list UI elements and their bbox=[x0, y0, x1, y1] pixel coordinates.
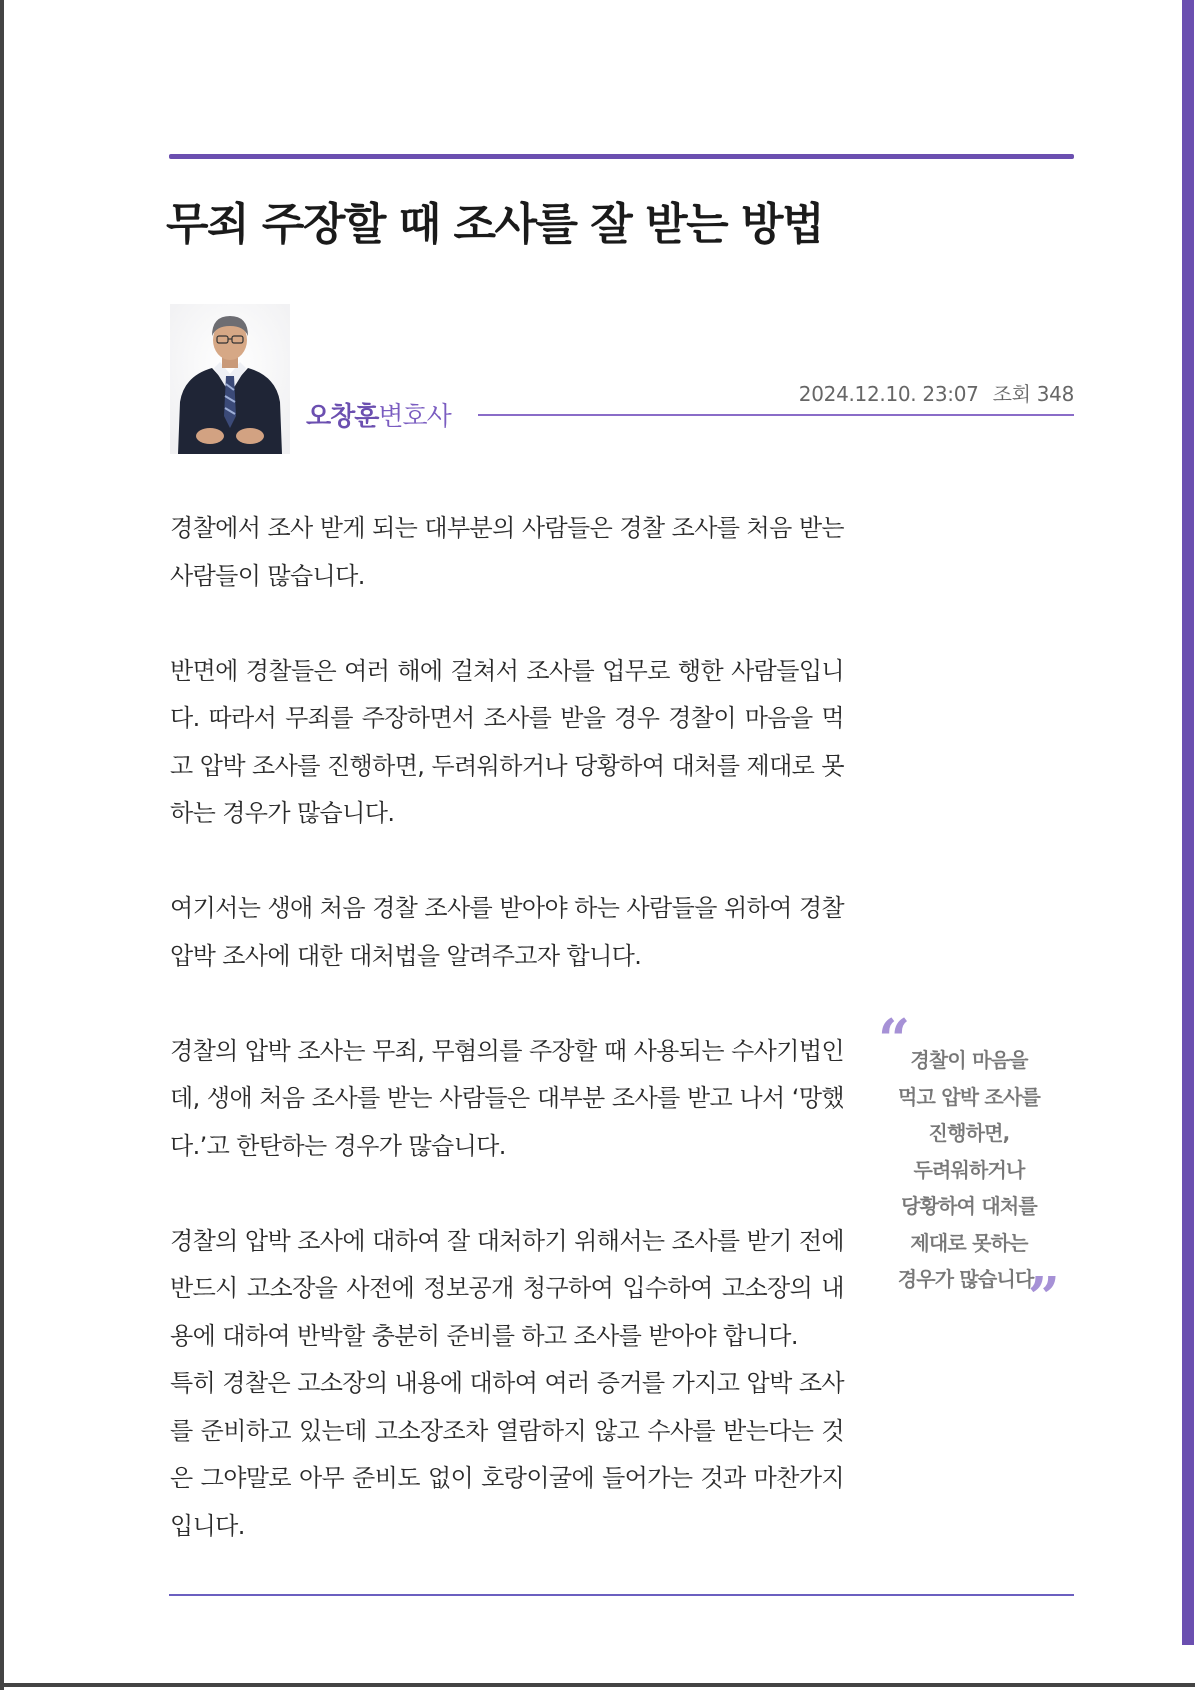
body-paragraph: 경찰의 압박 조사에 대하여 잘 대처하기 위해서는 조사를 받기 전에 반드시 고소장을 사전에 정보공개 청구하여 입수하여 고소장의 내용에 대하여 반박할 충분히 준비를 하고 조사를 받아야 합니다. bbox=[170, 1226, 844, 1350]
article-body bbox=[170, 505, 844, 1550]
post-date: 2024.12.10. 23:07 bbox=[798, 382, 979, 406]
pull-quote-line: 진행하면, bbox=[928, 1121, 1010, 1145]
pull-quote-line: 경우가 많습니다. bbox=[897, 1267, 1041, 1291]
title-top-rule bbox=[169, 154, 1074, 159]
pull-quote-line: 두려워하거나 bbox=[913, 1157, 1025, 1182]
bottom-rule bbox=[169, 1594, 1074, 1596]
author-photo bbox=[170, 304, 290, 454]
author-name-text: 오창훈 bbox=[306, 402, 379, 432]
meta-divider bbox=[478, 414, 1074, 416]
body-paragraph: 경찰에서 조사 받게 되는 대부분의 사람들은 경찰 조사를 처음 받는 사람들이 많습니다. bbox=[170, 514, 844, 590]
pull-quote-line: 경찰이 마음을 bbox=[910, 1048, 1028, 1072]
view-count: 조회 348 bbox=[992, 382, 1074, 406]
article-title: 무죄 주장할 때 조사를 잘 받는 방법 bbox=[166, 199, 823, 250]
close-quote-icon: ” bbox=[1027, 1265, 1060, 1331]
body-paragraph: 특히 경찰은 고소장의 내용에 대하여 여러 증거를 가지고 압박 조사를 준비하고 있는데 고소장조차 열람하지 않고 수사를 받는다는 것은 그야말로 아무 준비도 없이 호랑이굴에 들어가는 것과 마찬가지입니다. bbox=[170, 1369, 844, 1540]
body-paragraph: 경찰의 압박 조사는 무죄, 무혐의를 주장할 때 사용되는 수사기법인데, 생애 처음 조사를 받는 사람들은 대부분 조사를 받고 나서 ‘망했다.’고 한탄하는 경우가 많습니다. bbox=[170, 1036, 844, 1160]
author-role-text: 변호사 bbox=[378, 402, 451, 432]
pull-quote-line: 당황하여 대처를 bbox=[901, 1194, 1037, 1218]
post-meta bbox=[799, 378, 1074, 407]
right-accent-bar bbox=[1182, 0, 1194, 1645]
author-portrait-icon bbox=[170, 304, 290, 454]
pull-quote-line: 먹고 압박 조사를 bbox=[898, 1084, 1040, 1109]
open-quote-icon: “ bbox=[878, 1007, 911, 1073]
author-name[interactable] bbox=[306, 396, 451, 433]
frame-bottom-border bbox=[0, 1683, 1195, 1687]
pull-quote-text bbox=[878, 1042, 1060, 1298]
body-paragraph: 여기서는 생애 처음 경찰 조사를 받아야 하는 사람들을 위하여 경찰 압박 조사에 대한 대처법을 알려주고자 합니다. bbox=[170, 894, 844, 970]
pull-quote-line: 제대로 못하는 bbox=[910, 1230, 1028, 1255]
frame-left-border bbox=[0, 0, 4, 1690]
pull-quote bbox=[878, 1007, 1060, 1331]
body-paragraph: 반면에 경찰들은 여러 해에 걸쳐서 조사를 업무로 행한 사람들입니다. 따라서 무죄를 주장하면서 조사를 받을 경우 경찰이 마음을 먹고 압박 조사를 진행하면, 두려워하거나 당황하여 대처를 제대로 못하는 경우가 많습니다. bbox=[170, 656, 844, 827]
